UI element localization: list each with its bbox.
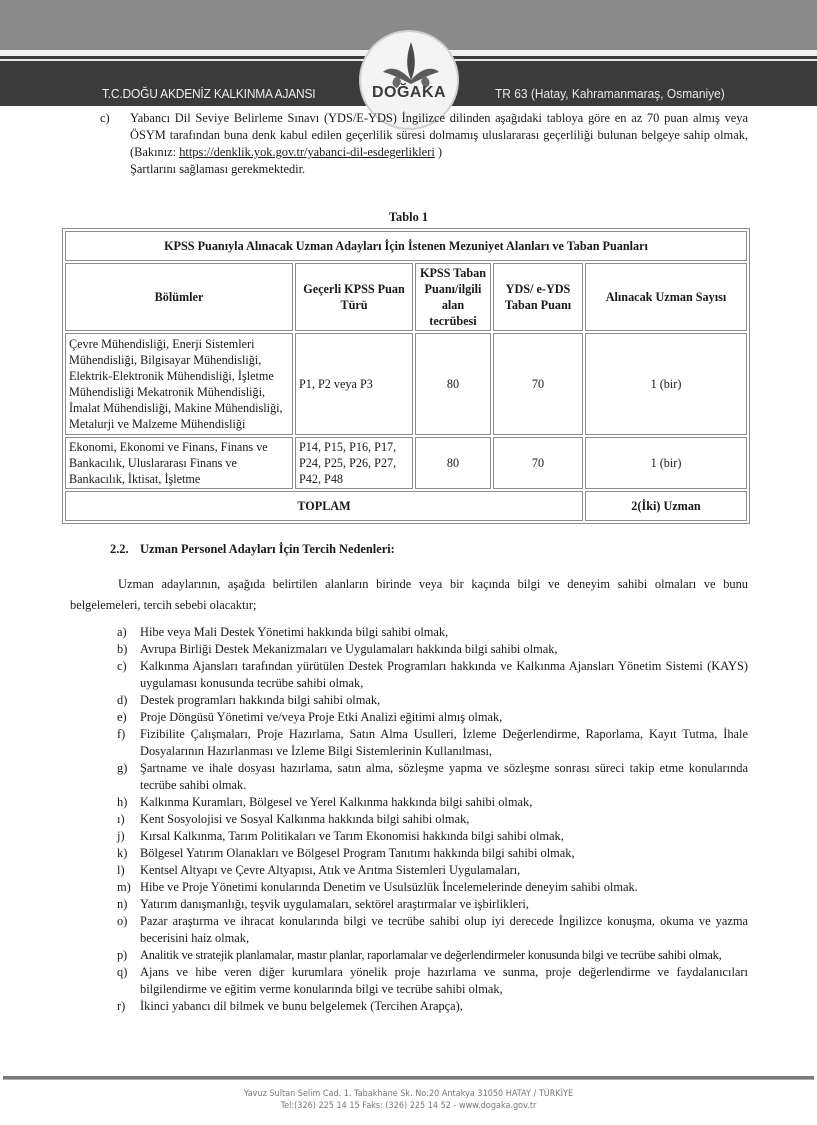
logo-wordmark: DOĞAKA — [371, 84, 447, 101]
requirement-item-c — [100, 110, 748, 178]
table-row — [65, 437, 747, 489]
preference-list — [117, 624, 748, 1015]
list-item: q) Ajans ve hibe veren diğer kurumlara yönelik proje hazırlama ve sunma, proje değerlendirme ve faydalanıcıları bilgilendirme ve eğitim verme konularında bilgi ve tecrübe sahibi olmak, — [117, 965, 748, 996]
list-item: l) Kentsel Altyapı ve Çevre Altyapısı, Atık ve Arıtma Sistemleri Uygulamaları, — [117, 863, 521, 877]
section-intro: Uzman adaylarının, aşağıda belirtilen alanların birinde veya bir kaçında bilgi ve deneyim sahibi olmaları ve bunu belgelemeleri, tercih sebebi olacaktır; — [70, 577, 748, 612]
closing-sentence: Şartlarını sağlaması gerekmektedir. — [130, 162, 306, 176]
list-item: p) Analitik ve stratejik planlamalar, mastır planlar, raporlamalar ve değerlendirmeler konusunda bilgi ve tecrübe sahibi olmak, — [117, 948, 722, 962]
list-item: o) Pazar araştırma ve ihracat konularında bilgi ve tecrübe sahibi olup iyi derecede İngilizce konuşma, okuma ve yazma becerisini haiz olmak, — [117, 914, 748, 945]
section-heading — [110, 542, 395, 557]
list-item: n) Yatırım danışmanlığı, teşvik uygulamaları, sektörel araştırmalar ve işbirlikleri, — [117, 897, 529, 911]
footer-contact: Tel:(326) 225 14 15 Faks: (326) 225 14 52 - www.dogaka.gov.tr — [280, 1101, 537, 1111]
kpss-base-cell: 80 — [415, 333, 491, 435]
departments-cell: Çevre Mühendisliği, Enerji Sistemleri Mühendisliği, Bilgisayar Mühendisliği, Elektrik-Elektronik Mühendisliği, İşletme Mühendisliği Mekatronik Mühendisliği, İmalat Mühendisliği, Makine Mühendisliği, Metalurji ve Malzeme Mühendisliği — [65, 333, 293, 435]
list-item: g) Şartname ve ihale dosyası hazırlama, satın alma, sözleşme yapma ve sözleşme sonrası süreci takip etme konularında tecrübe sahibi olmak. — [117, 761, 748, 792]
score-type-cell: P1, P2 veya P3 — [295, 333, 413, 435]
kpss-requirements-table — [62, 228, 750, 524]
list-item: f) Fizibilite Çalışmaları, Proje Hazırlama, Satın Alma Usulleri, İzleme Değerlendirme, Raporlama, Kayıt Tutma, İhale Dosyalarının Hazırlanması ve İzleme Bilgi Sistemlerinin Kullanılması, — [117, 727, 748, 758]
column-header: KPSS Taban Puanı/ilgili alan tecrübesi — [415, 263, 491, 331]
requirement-text: Yabancı Dil Seviye Belirleme Sınavı (YDS/E-YDS) İngilizce dilinden aşağıdaki tabloya göre en az 70 puan almış veya ÖSYM tarafından buna denk kabul edilen geçerlilik süresi dolmamış uluslararası geçerliliği bulunan belgeye sahip olmak, (Bakınız: https://denklik.yok.gov.tr/yabanci-dil-esdegerlikleri ) — [130, 111, 748, 159]
column-header: YDS/ e-YDS Taban Puanı — [493, 263, 583, 331]
total-value: 2(İki) Uzman — [585, 491, 747, 521]
table-caption: Tablo 1 — [388, 210, 429, 224]
reference-url: https://denklik.yok.gov.tr/yabanci-dil-esdegerlikleri — [179, 145, 435, 159]
section-title: Uzman Personel Adayları İçin Tercih Nedenleri: — [140, 542, 395, 556]
dogaka-logo — [356, 30, 462, 110]
list-item: j) Kırsal Kalkınma, Tarım Politikaları ve Tarım Ekonomisi hakkında bilgi sahibi olmak, — [117, 829, 564, 843]
footer-divider — [3, 1076, 814, 1080]
departments-cell: Ekonomi, Ekonomi ve Finans, Finans ve Bankacılık, Uluslararası Finans ve Bankacılık, İktisat, İşletme — [65, 437, 293, 489]
count-cell: 1 (bir) — [585, 437, 747, 489]
list-item: a) Hibe veya Mali Destek Yönetimi hakkında bilgi sahibi olmak, — [117, 625, 449, 639]
section-number: 2.2. — [110, 542, 129, 556]
table-title: KPSS Puanıyla Alınacak Uzman Adayları İçin İstenen Mezuniyet Alanları ve Taban Puanları — [65, 231, 747, 261]
kpss-base-cell: 80 — [415, 437, 491, 489]
agency-name: T.C.DOĞU AKDENİZ KALKINMA AJANSI — [102, 86, 316, 101]
list-item: m) Hibe ve Proje Yönetimi konularında Denetim ve Usulsüzlük İncelemelerinde deneyim sahibi olmak. — [117, 880, 638, 894]
footer-address: Yavuz Sultan Selim Cad. 1. Tabakhane Sk. No:20 Antakya 31050 HATAY / TÜRKİYE — [243, 1089, 574, 1099]
total-label: TOPLAM — [65, 491, 583, 521]
count-cell: 1 (bir) — [585, 333, 747, 435]
list-item: h) Kalkınma Kuramları, Bölgesel ve Yerel Kalkınma hakkında bilgi sahibi olmak, — [117, 795, 533, 809]
page-footer — [41, 1088, 776, 1112]
list-item: c) Kalkınma Ajansları tarafından yürütülen Destek Programları hakkında ve Kalkınma Ajansları Yönetim Sistemi (KAYS) uygulaması konusunda tecrübe sahibi olmak, — [117, 659, 748, 690]
list-item: k) Bölgesel Yatırım Olanakları ve Bölgesel Program Tanıtımı hakkında bilgi sahibi olmak, — [117, 846, 575, 860]
yds-base-cell: 70 — [493, 333, 583, 435]
list-item: b) Avrupa Birliği Destek Mekanizmaları ve Uygulamaları hakkında bilgi sahibi olmak, — [117, 642, 558, 656]
yds-base-cell: 70 — [493, 437, 583, 489]
page-header — [0, 0, 817, 106]
list-item: e) Proje Döngüsü Yönetimi ve/veya Proje Etki Analizi eğitimi almış olmak, — [117, 710, 503, 724]
total-row — [65, 491, 747, 521]
column-header: Bölümler — [65, 263, 293, 331]
list-item: r) İkinci yabancı dil bilmek ve bunu belgelemek (Tercihen Arapça), — [117, 999, 463, 1013]
column-header: Alınacak Uzman Sayısı — [585, 263, 747, 331]
score-type-cell: P14, P15, P16, P17, P24, P25, P26, P27, P42, P48 — [295, 437, 413, 489]
table-row — [65, 333, 747, 435]
list-item: d) Destek programları hakkında bilgi sahibi olmak, — [117, 693, 381, 707]
region-name: TR 63 (Hatay, Kahramanmaraş, Osmaniye) — [495, 86, 725, 101]
list-item: ı) Kent Sosyolojisi ve Sosyal Kalkınma hakkında bilgi sahibi olmak, — [117, 812, 470, 826]
column-header: Geçerli KPSS Puan Türü — [295, 263, 413, 331]
item-label: c) — [100, 111, 110, 125]
